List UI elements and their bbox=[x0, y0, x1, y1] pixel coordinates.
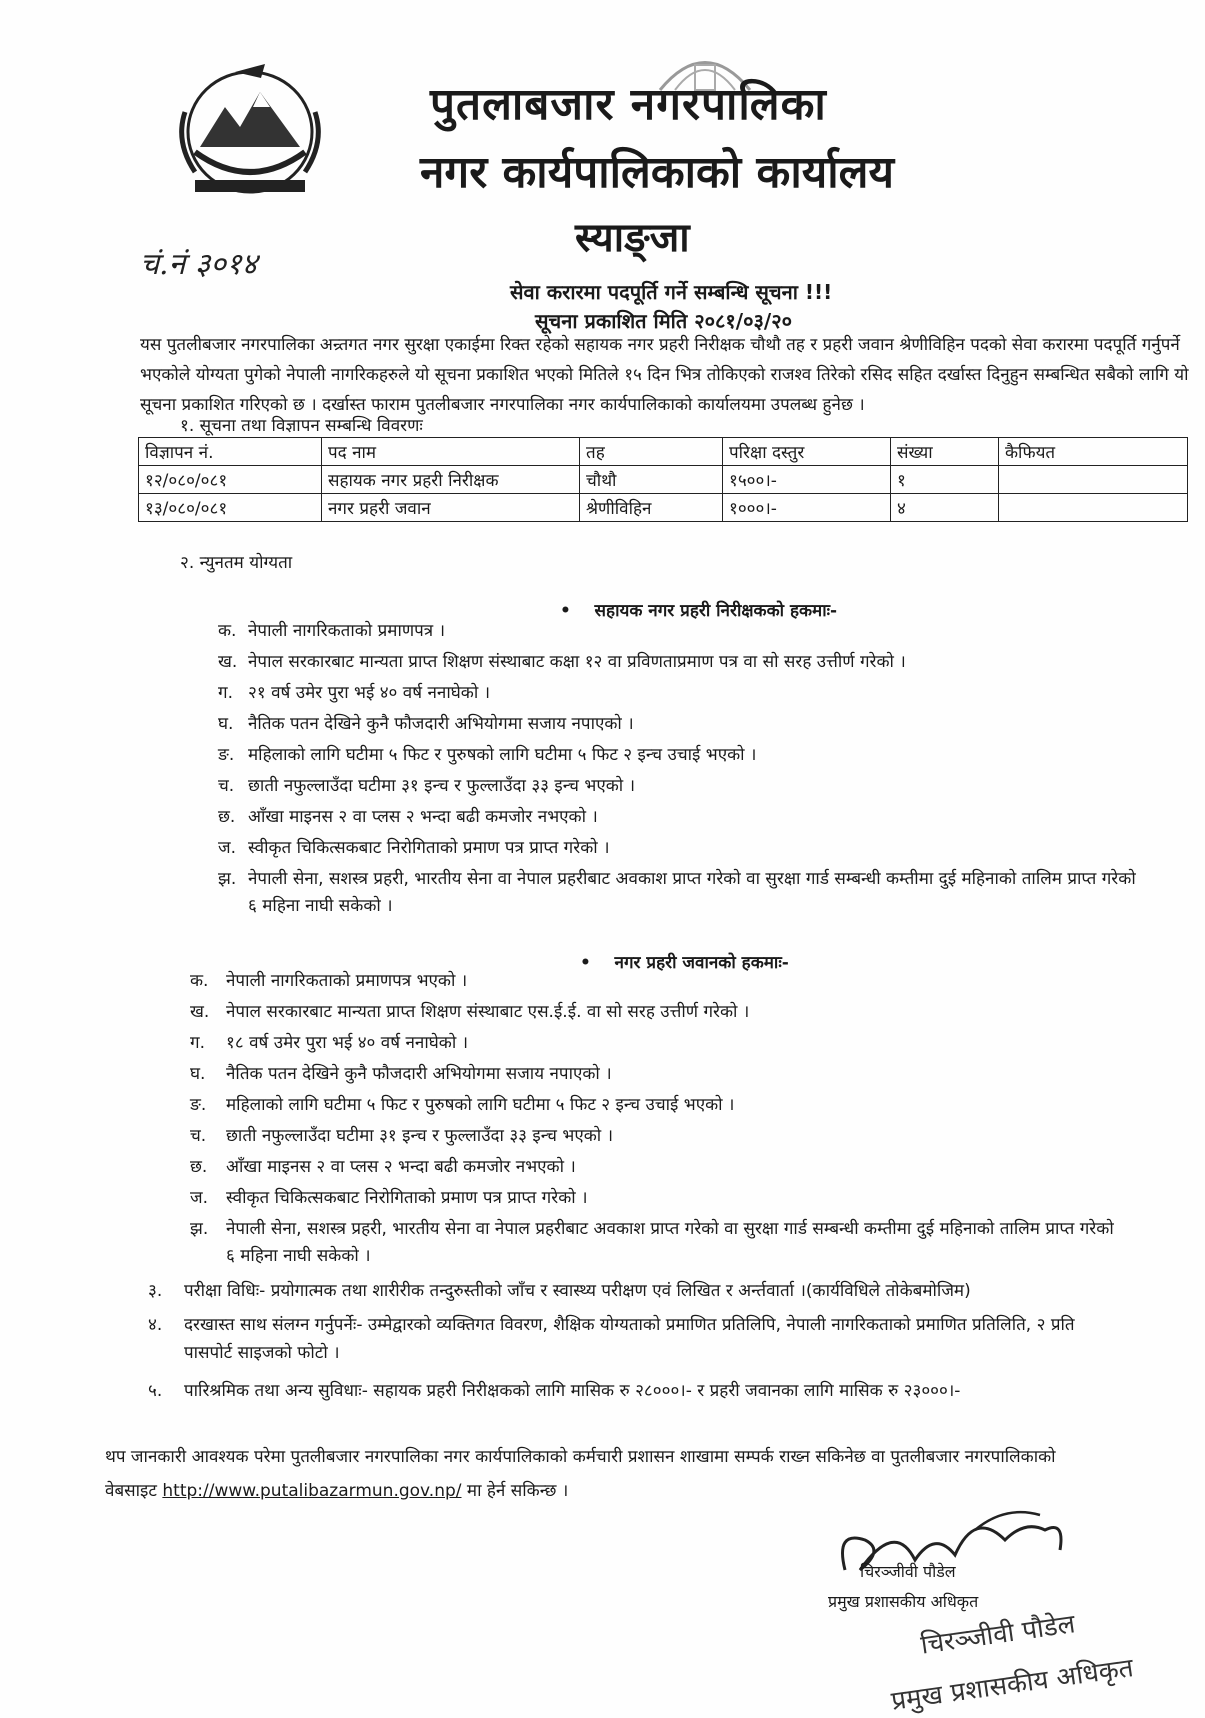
footer-line-1: थप जानकारी आवश्यक परेमा पुतलीबजार नगरपालिका नगर कार्यपालिकाको कर्मचारी प्रशासन शाखामा सम्पर्क राख्न सकिनेछ वा पुतलीबजार नगरपालिकाको bbox=[105, 1447, 1056, 1467]
publish-date: सूचना प्रकाशित मिति २०८१/०३/२० bbox=[535, 309, 793, 333]
col-header: पद नाम bbox=[322, 438, 580, 466]
government-emblem-icon bbox=[165, 52, 335, 202]
list-item-text: महिलाको लागि घटीमा ५ फिट र पुरुषको लागि घटीमा ५ फिट २ इन्च उचाई भएको । bbox=[226, 1095, 735, 1115]
list-item-text: स्वीकृत चिकित्सकबाट निरोगिताको प्रमाण पत्र प्राप्त गरेको । bbox=[248, 838, 610, 858]
district-name: स्याङ्जा bbox=[575, 215, 690, 261]
list-item-letter: घ. bbox=[190, 1064, 206, 1084]
office-name: नगर कार्यपालिकाको कार्यालय bbox=[420, 147, 894, 198]
list-item-text: आँखा माइनस २ वा प्लस २ भन्दा बढी कमजोर नभएको । bbox=[226, 1157, 576, 1177]
section-2-heading: २. न्युनतम योग्यता bbox=[180, 553, 293, 573]
list-item-letter: ज. bbox=[190, 1188, 209, 1208]
table-cell: ४ bbox=[891, 494, 999, 522]
list-item-letter: छ. bbox=[218, 807, 236, 827]
list-item-text: २१ वर्ष उमेर पुरा भई ४० वर्ष ननाघेको । bbox=[248, 683, 491, 703]
list-item-text: नेपाली सेना, सशस्त्र प्रहरी, भारतीय सेना वा नेपाल प्रहरीबाट अवकाश प्राप्त गरेको वा सुरक्षा गार्ड सम्बन्धी कम्तीमा दुई महिनाको तालिम प्राप्त गरेको bbox=[248, 869, 1136, 889]
bullet-icon: • bbox=[580, 953, 615, 973]
list-item-text: नैतिक पतन देखिने कुनै फौजदारी अभियोगमा सजाय नपाएको । bbox=[248, 714, 634, 734]
numbered-item-number: ५. bbox=[148, 1381, 163, 1401]
list-item-letter: क. bbox=[218, 621, 237, 641]
table-cell: १५००।- bbox=[723, 466, 891, 494]
list-item-text: नेपाली नागरिकताको प्रमाणपत्र भएको । bbox=[226, 971, 468, 991]
stamp-post: प्रमुख प्रशासकीय अधिकृत bbox=[889, 1653, 1136, 1717]
list-item-text: स्वीकृत चिकित्सकबाट निरोगिताको प्रमाण पत्र प्राप्त गरेको । bbox=[226, 1188, 588, 1208]
list-item-letter: ङ. bbox=[190, 1095, 207, 1115]
table-cell: चौथौ bbox=[580, 466, 723, 494]
list-item-letter: ग. bbox=[190, 1033, 205, 1053]
website-link[interactable]: http://www.putalibazarmun.gov.np/ bbox=[162, 1481, 462, 1501]
numbered-item-text: पारिश्रमिक तथा अन्य सुविधाः- सहायक प्रहरी निरीक्षकको लागि मासिक रु २८०००।- र प्रहरी जवानका लागि मासिक रु २३०००।- bbox=[184, 1381, 961, 1401]
list-item-letter: च. bbox=[218, 776, 235, 796]
intro-paragraph: यस पुतलीबजार नगरपालिका अन्र्तगत नगर सुरक्षा एकाईमा रिक्त रहेको सहायक नगर प्रहरी निरीक्षक चौथौ तह र प्रहरी जवान श्रेणीविहिन पदको सेवा करारमा पदपूर्ति गर्नुपर्ने भएकोले योग्यता पुगेको नेपाली नागरिकहरुले यो सूचना प्रकाशित भएको मितिले १५ दिन भित्र तोकिएको राजश्व तिरेको रसिद सहित दर्खास्त दिनुहुन सम्बन्धित सबैको लागि यो सूचना प्रकाशित गरिएको छ । दर्खास्त फाराम पुतलीबजार नगरपालिका नगर कार्यपालिकाको कार्यालयमा उपलब्ध हुनेछ । bbox=[140, 335, 1189, 415]
list-item-text: छाती नफुल्लाउँदा घटीमा ३१ इन्च र फुल्लाउँदा ३३ इन्च भएको । bbox=[226, 1126, 614, 1146]
list-item-text: नेपाल सरकारबाट मान्यता प्राप्त शिक्षण संस्थाबाट कक्षा १२ वा प्रविणताप्रमाण पत्र वा सो सरह उत्तीर्ण गरेको । bbox=[248, 652, 906, 672]
list-item-letter: च. bbox=[190, 1126, 207, 1146]
table-cell: १ bbox=[891, 466, 999, 494]
group-1-heading-text: सहायक नगर प्रहरी निरीक्षकको हकमाः- bbox=[594, 601, 838, 621]
footer-website-label: वेबसाइट bbox=[105, 1481, 163, 1501]
stamp-name: चिरञ्जीवी पौडेल bbox=[918, 1609, 1078, 1661]
col-header: संख्या bbox=[891, 438, 999, 466]
list-item-text: छाती नफुल्लाउँदा घटीमा ३१ इन्च र फुल्लाउँदा ३३ इन्च भएको । bbox=[248, 776, 636, 796]
list-item-letter: ङ. bbox=[218, 745, 235, 765]
list-item-text: नेपाल सरकारबाट मान्यता प्राप्त शिक्षण संस्थाबाट एस.ई.ई. वा सो सरह उत्तीर्ण गरेको । bbox=[226, 1002, 750, 1022]
col-header: विज्ञापन नं. bbox=[139, 438, 322, 466]
numbered-sections bbox=[148, 1278, 1148, 1428]
vacancy-table bbox=[138, 437, 1188, 522]
col-header: तह bbox=[580, 438, 723, 466]
table-header-row bbox=[139, 438, 1188, 466]
list-item-text: ६ महिना नाघी सकेको । bbox=[248, 896, 393, 916]
table-cell: सहायक नगर प्रहरी निरीक्षक bbox=[322, 466, 580, 494]
col-header: परिक्षा दस्तुर bbox=[723, 438, 891, 466]
reference-number: चं.नं ३०१४ bbox=[140, 247, 258, 282]
list-item-letter: ख. bbox=[190, 1002, 210, 1022]
list-item-letter: झ. bbox=[218, 869, 237, 889]
table-row bbox=[139, 494, 1188, 522]
list-item-text: नैतिक पतन देखिने कुनै फौजदारी अभियोगमा सजाय नपाएको । bbox=[226, 1064, 612, 1084]
footer-line-2-end: मा हेर्न सकिन्छ । bbox=[461, 1481, 569, 1501]
section-1-heading: १. सूचना तथा विज्ञापन सम्बन्धि विवरणः bbox=[180, 416, 423, 436]
notice-title: सेवा करारमा पदपूर्ति गर्ने सम्बन्धि सूचना !!! bbox=[510, 280, 833, 304]
footer-paragraph bbox=[105, 1440, 1145, 1508]
list-item-text: नेपाली सेना, सशस्त्र प्रहरी, भारतीय सेना वा नेपाल प्रहरीबाट अवकाश प्राप्त गरेको वा सुरक्षा गार्ड सम्बन्धी कम्तीमा दुई महिनाको तालिम प्राप्त गरेको bbox=[226, 1219, 1114, 1239]
list-item-letter: छ. bbox=[190, 1157, 208, 1177]
list-item-text: महिलाको लागि घटीमा ५ फिट र पुरुषको लागि घटीमा ५ फिट २ इन्च उचाई भएको । bbox=[248, 745, 757, 765]
group-2-heading-text: नगर प्रहरी जवानको हकमाः- bbox=[614, 953, 789, 973]
list-item-text: १८ वर्ष उमेर पुरा भई ४० वर्ष ननाघेको । bbox=[226, 1033, 469, 1053]
table-cell: १३/०८०/०८१ bbox=[139, 494, 322, 522]
table-cell: नगर प्रहरी जवान bbox=[322, 494, 580, 522]
table-row bbox=[139, 466, 1188, 494]
list-item-letter: घ. bbox=[218, 714, 234, 734]
list-item-letter: ज. bbox=[218, 838, 237, 858]
numbered-item-number: ३. bbox=[148, 1281, 163, 1301]
list-item-text: ६ महिना नाघी सकेको । bbox=[226, 1246, 371, 1266]
table-cell: १२/०८०/०८१ bbox=[139, 466, 322, 494]
numbered-item-text: दरखास्त साथ संलग्न गर्नुपर्नेः- उम्मेद्वारको व्यक्तिगत विवरण, शैक्षिक योग्यताको प्रमाणित प्रतिलिपि, नेपाली नागरिकताको प्रमाणित प्रतिलिति, २ प्रति bbox=[184, 1315, 1075, 1335]
table-cell bbox=[999, 466, 1188, 494]
list-item-text: आँखा माइनस २ वा प्लस २ भन्दा बढी कमजोर नभएको । bbox=[248, 807, 598, 827]
list-item-letter: ख. bbox=[218, 652, 238, 672]
list-item-letter: क. bbox=[190, 971, 209, 991]
group-1-list bbox=[218, 618, 1178, 918]
municipality-name: पुतलाबजार नगरपालिका bbox=[430, 79, 827, 130]
numbered-item-text: परीक्षा विधिः- प्रयोगात्मक तथा शारीरीक तन्दुरुस्तीको जाँच र स्वास्थ्य परीक्षण एवं लिखित र अर्न्तवार्ता ।(कार्यविधिले तोकेबमोजिम) bbox=[184, 1281, 971, 1301]
col-header: कैफियत bbox=[999, 438, 1188, 466]
numbered-item-text: पासपोर्ट साइजको फोटो । bbox=[184, 1343, 340, 1363]
bullet-icon: • bbox=[560, 601, 595, 621]
table-cell: श्रेणीविहिन bbox=[580, 494, 723, 522]
table-cell bbox=[999, 494, 1188, 522]
list-item-letter: ग. bbox=[218, 683, 233, 703]
signatory-post: प्रमुख प्रशासकीय अधिकृत bbox=[828, 1592, 979, 1611]
list-item-letter: झ. bbox=[190, 1219, 209, 1239]
list-item-text: नेपाली नागरिकताको प्रमाणपत्र । bbox=[248, 621, 446, 641]
signatory-name: चिरञ्जीवी पौडेल bbox=[860, 1562, 956, 1581]
table-cell: १०००।- bbox=[723, 494, 891, 522]
numbered-item-number: ४. bbox=[148, 1315, 163, 1335]
group-2-list bbox=[190, 968, 1180, 1278]
